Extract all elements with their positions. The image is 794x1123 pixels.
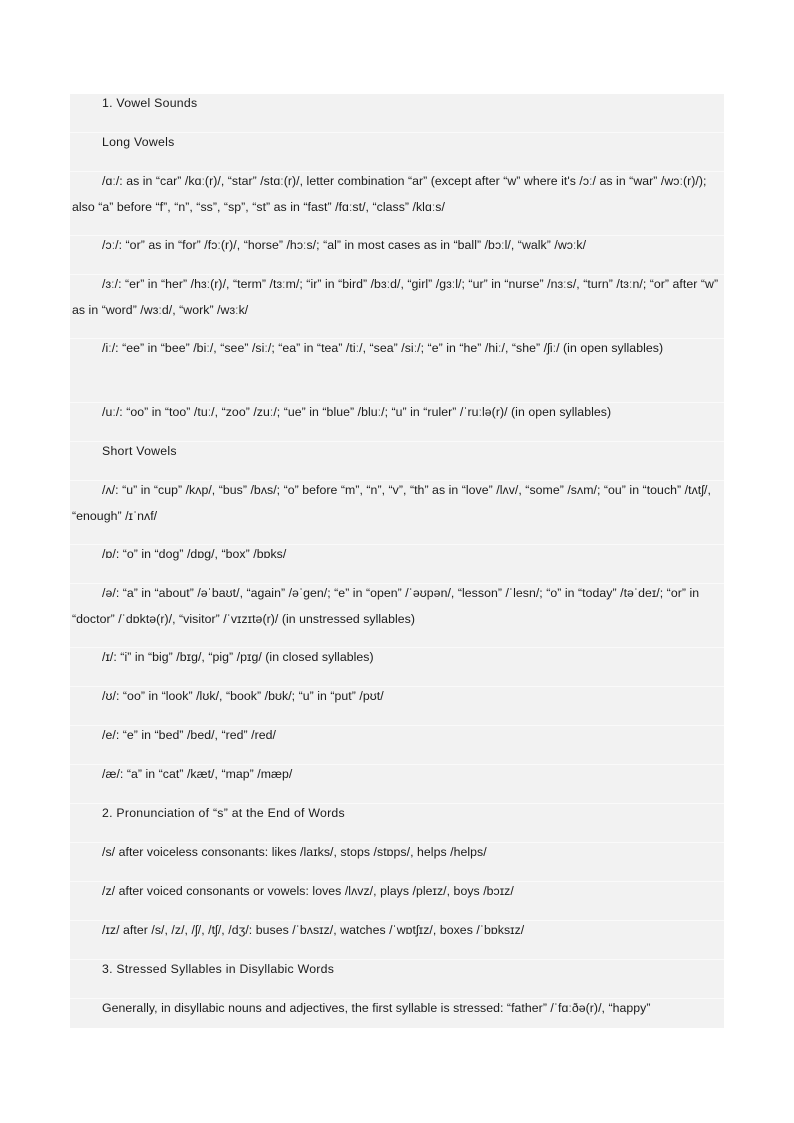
paragraph-short-e: /e/: “e” in “bed” /bed/, “red” /red/ [102, 728, 277, 742]
paragraph-long-o: /ɔː/: “or” as in “for” /fɔː(r)/, “horse” /hɔːs/; “al” in most cases as in “ball” /bɔːl/, “walk” /wɔːk/ [102, 238, 587, 252]
paragraph-short-u: /ʊ/: “oo” in “look” /lʊk/, “book” /bʊk/; “u” in “put” /pʊt/ [102, 689, 384, 703]
paragraph-short-uh: /ʌ/: “u” in “cup” /kʌp/, “bus” /bʌs/; “o” before “m”, “n”, “v”, “th” as in “love” /lʌv/, “some” /sʌm/; “ou” in “touch” /tʌtʃ/, “enough” /ɪˈnʌf/ [72, 483, 711, 523]
section-heading-stressed-syllables: 3. Stressed Syllables in Disyllabic Words [102, 962, 335, 976]
paragraph-long-a: /ɑː/: as in “car” /kɑː(r)/, “star” /stɑː(r)/, letter combination “ar” (except after “w” where it's /ɔː/ as in “war” /wɔː(r)/); also “a” before “f”, “n”, “ss”, “sp”, “st” as in “fast” /fɑːst/, “class” /klɑːs/ [72, 174, 707, 214]
paragraph-short-i: /ɪ/: “i” in “big” /bɪɡ/, “pig” /pɪɡ/ (in closed syllables) [102, 650, 374, 664]
section-heading-s-pronunciation: 2. Pronunciation of “s” at the End of Words [102, 806, 345, 820]
paragraph-long-er: /ɜː/: “er” in “her” /hɜː(r)/, “term” /tɜːm/; “ir” in “bird” /bɜːd/, “girl” /ɡɜːl/; “ur” in “nurse” /nɜːs/, “turn” /tɜːn/; “or” after “w” as in “word” /wɜːd/, “work” /wɜːk/ [72, 277, 719, 317]
paragraph-s-voiceless: /s/ after voiceless consonants: likes /laɪks/, stops /stɒps/, helps /helps/ [102, 845, 487, 859]
paragraph-short-ae: /æ/: “a” in “cat” /kæt/, “map” /mæp/ [102, 767, 293, 781]
document-page [70, 94, 724, 1028]
paragraph-schwa: /ə/: “a” in “about” /əˈbaʊt/, “again” /əˈɡen/; “e” in “open” /ˈəʊpən/, “lesson” /ˈlesn/; “o” in “today” /təˈdeɪ/; “or” in “doctor” /ˈdɒktə(r)/, “visitor” /ˈvɪzɪtə(r)/ (in unstressed syllables) [72, 586, 700, 626]
subheading-short-vowels: Short Vowels [102, 444, 177, 458]
paragraph-s-sibilant: /ɪz/ after /s/, /z/, /ʃ/, /tʃ/, /dʒ/: buses /ˈbʌsɪz/, watches /ˈwɒtʃɪz/, boxes /ˈbɒksɪz/ [102, 923, 525, 937]
section-heading-vowel-sounds: 1. Vowel Sounds [102, 96, 198, 110]
paragraph-s-voiced: /z/ after voiced consonants or vowels: loves /lʌvz/, plays /pleɪz/, boys /bɔɪz/ [102, 884, 514, 898]
paragraph-long-u: /uː/: “oo” in “too” /tuː/, “zoo” /zuː/; “ue” in “blue” /bluː/; “u” in “ruler” /ˈruːlə(r)/ (in open syllables) [102, 405, 612, 419]
paragraph-short-o: /ɒ/: “o” in “dog” /dɒɡ/, “box” /bɒks/ [102, 547, 287, 561]
subheading-long-vowels: Long Vowels [102, 135, 175, 149]
paragraph-disyllabic-stress: Generally, in disyllabic nouns and adjectives, the first syllable is stressed: “father” /ˈfɑːðə(r)/, “happy” [102, 1001, 651, 1015]
paragraph-long-i: /iː/: “ee” in “bee” /biː/, “see” /siː/; “ea” in “tea” /tiː/, “sea” /siː/; “e” in “he” /hiː/, “she” /ʃiː/ (in open syllables) [102, 341, 664, 355]
